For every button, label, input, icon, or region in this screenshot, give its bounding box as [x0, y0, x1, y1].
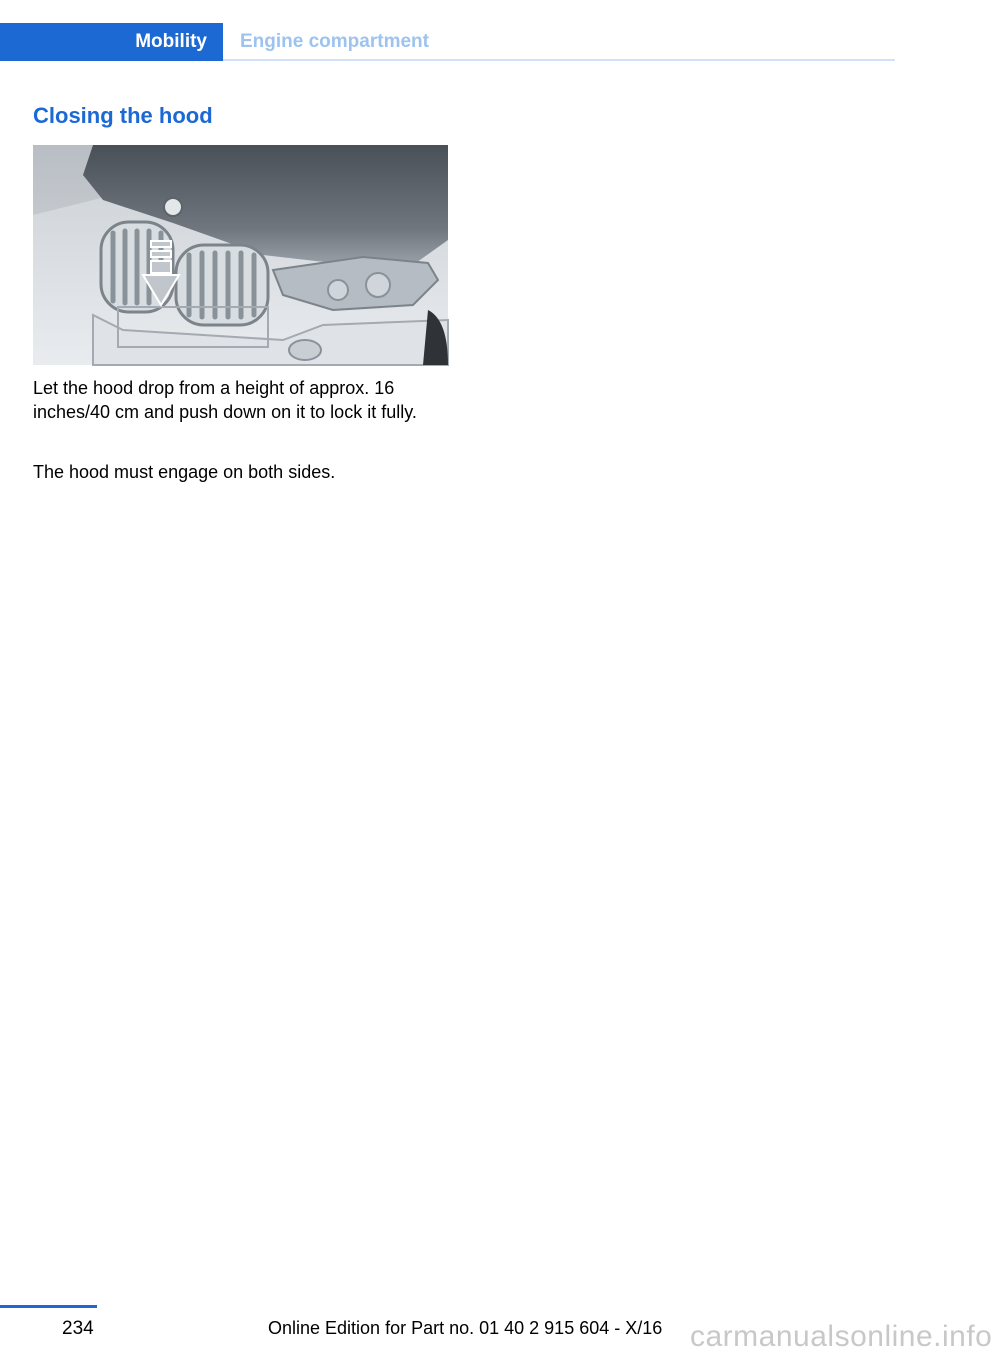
page-header	[0, 23, 895, 61]
section-title: Closing the hood	[33, 103, 213, 128]
edition-info: Online Edition for Part no. 01 40 2 915 604 - X/16	[268, 1318, 663, 1338]
instruction-paragraph: Let the hood drop from a height of approx. 16 inches/40 cm and push down on it to lock it fully.	[33, 378, 417, 422]
footer-divider	[0, 1305, 97, 1308]
chapter-breadcrumb: Engine compartment	[240, 31, 429, 52]
header-divider	[223, 59, 895, 61]
watermark: carmanualsonline.info	[690, 1320, 992, 1353]
note-paragraph: The hood must engage on both sides.	[33, 462, 336, 482]
section-tab: Mobility	[0, 23, 223, 61]
page-number: 234	[62, 1318, 94, 1339]
car-hood-closing-illustration	[33, 145, 448, 365]
